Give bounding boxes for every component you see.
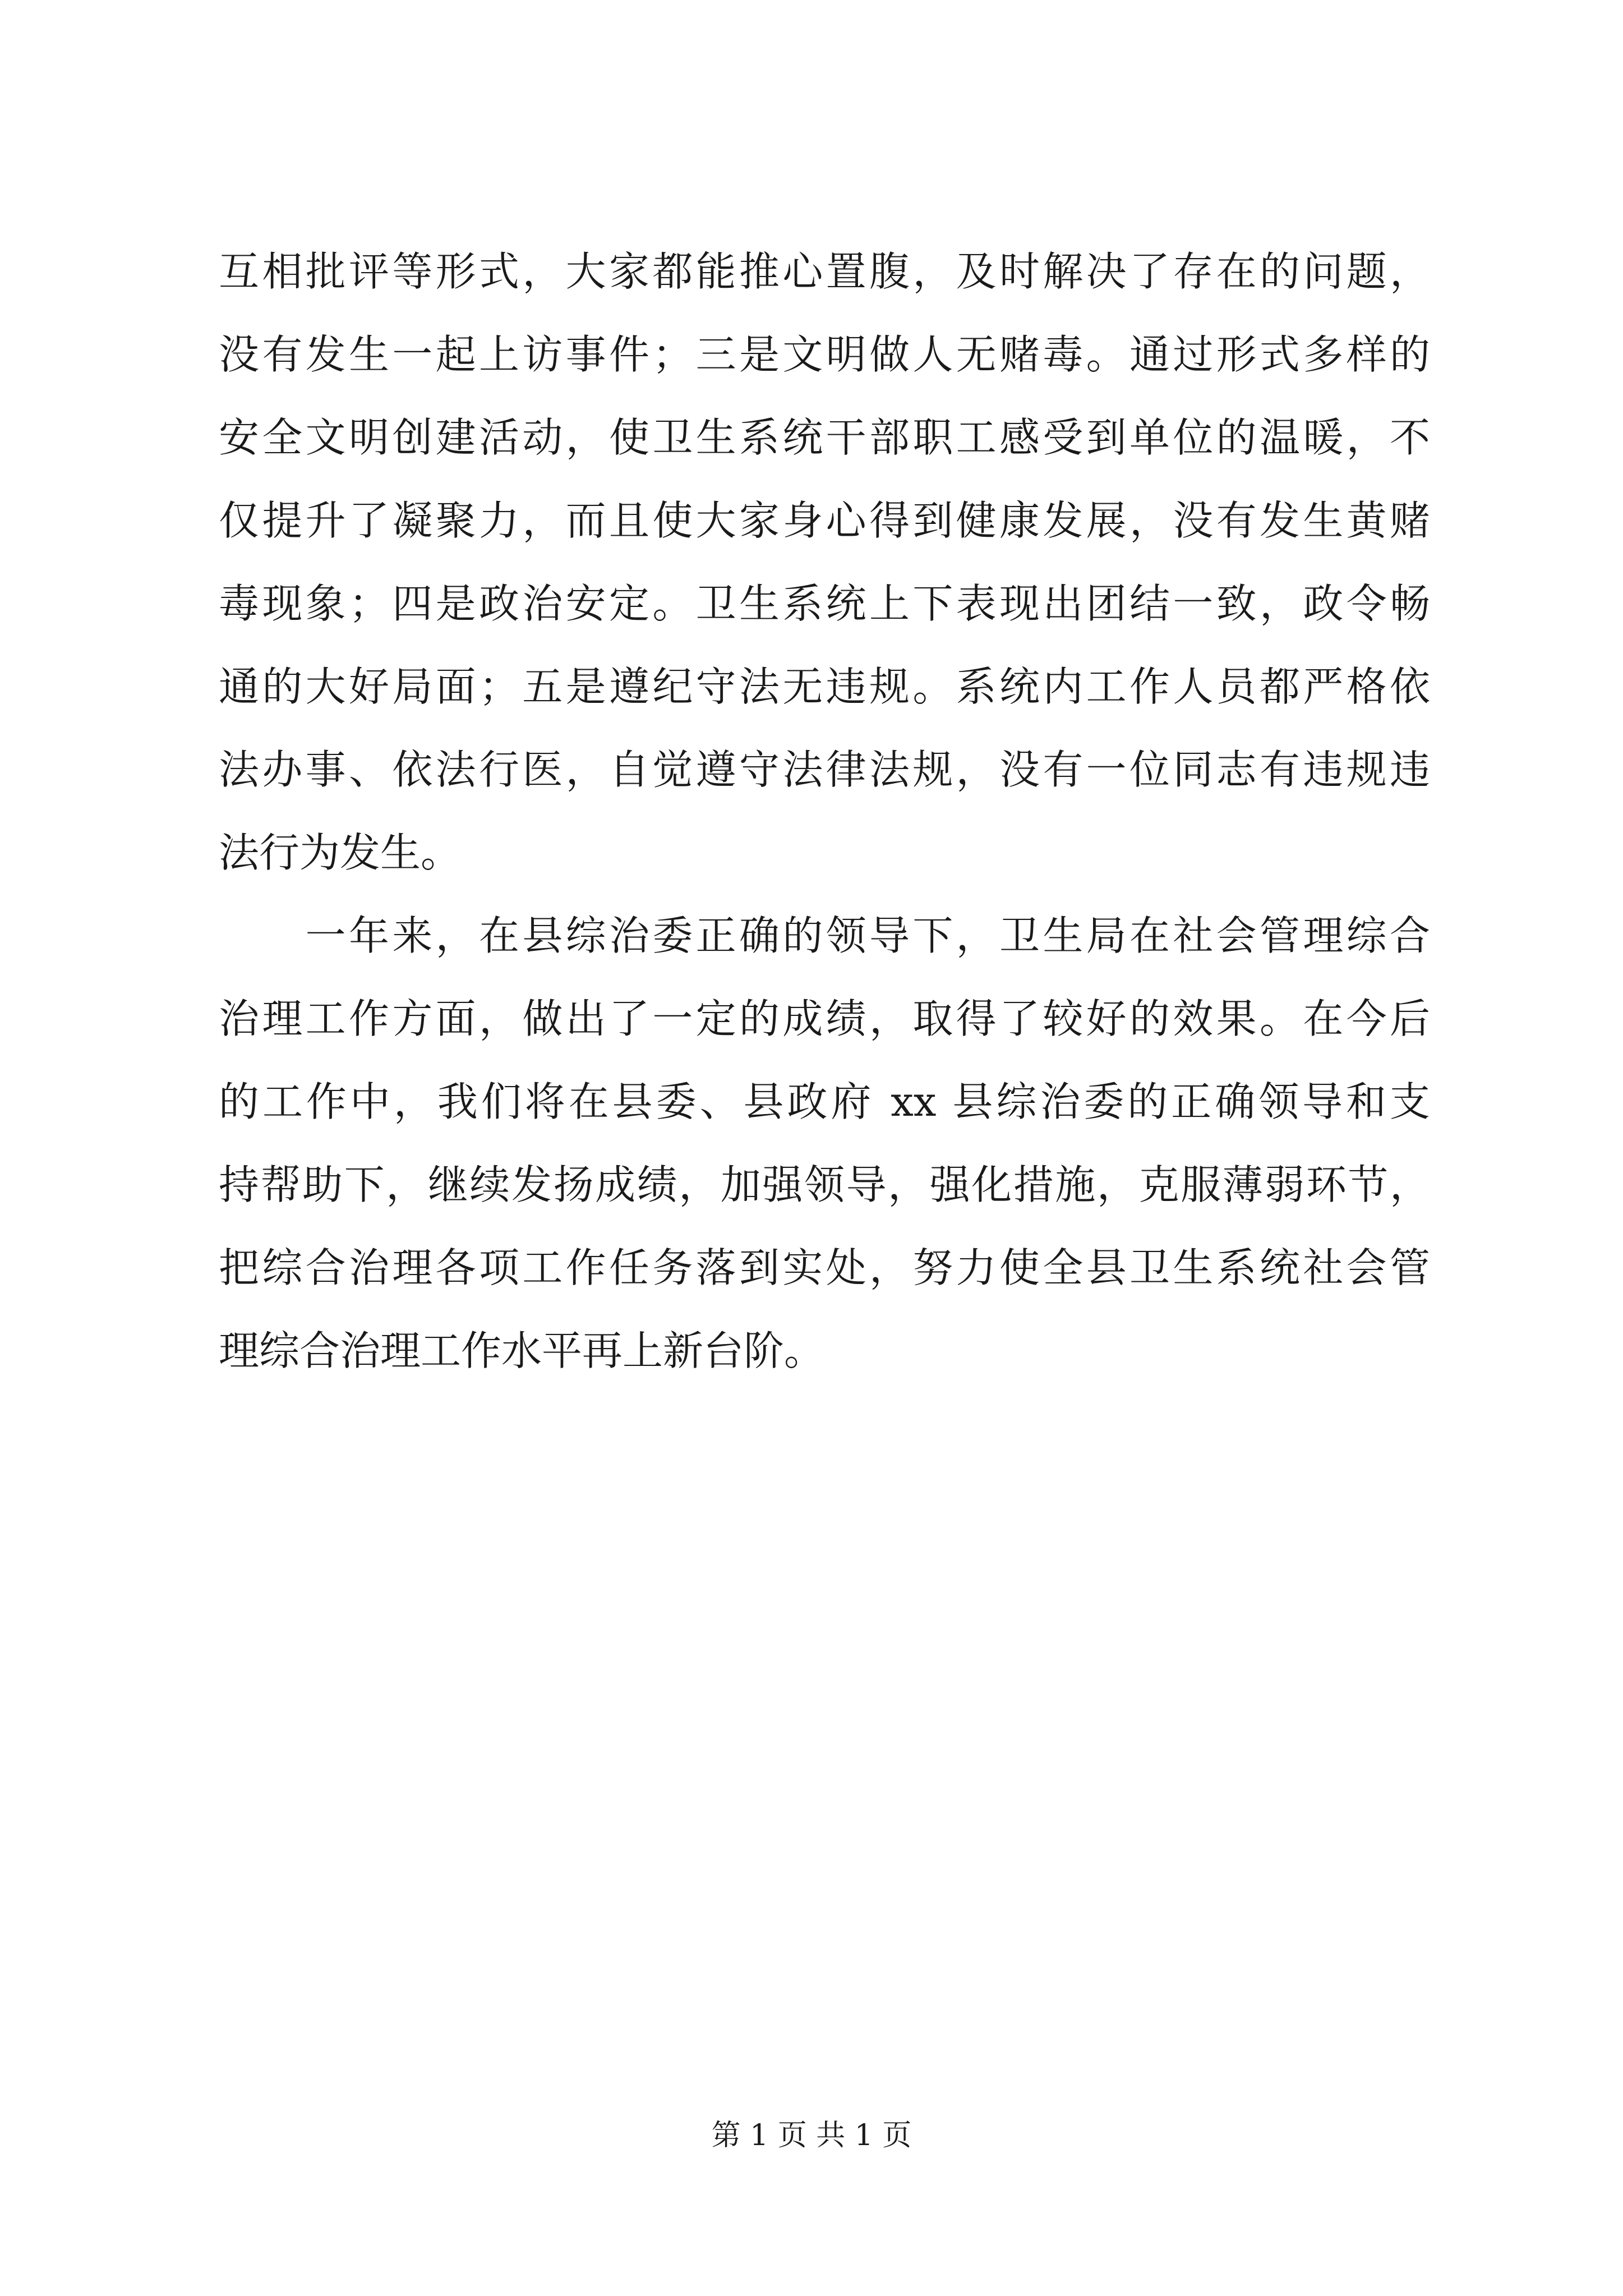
text-line: 的工作中，我们将在县委、县政府 xx 县综治委的正确领导和支 <box>219 1078 1430 1125</box>
text-line: 把综合治理各项工作任务落到实处，努力使全县卫生系统社会管 <box>219 1244 1430 1291</box>
paragraph-1 <box>219 230 1430 894</box>
text-line: 一年来，在县综治委正确的领导下，卫生局在社会管理综合 <box>219 912 1430 959</box>
text-line: 通的大好局面；五是遵纪守法无违规。系统内工作人员都严格依 <box>219 663 1430 710</box>
paragraph-2 <box>219 894 1430 1392</box>
text-line: 治理工作方面，做出了一定的成绩，取得了较好的效果。在今后 <box>219 995 1430 1042</box>
text-line: 理综合治理工作水平再上新台阶。 <box>219 1327 825 1374</box>
text-line: 仅提升了凝聚力，而且使大家身心得到健康发展，没有发生黄赌 <box>219 497 1430 544</box>
text-line: 没有发生一起上访事件；三是文明做人无赌毒。通过形式多样的 <box>219 331 1430 378</box>
text-line: 安全文明创建活动，使卫生系统干部职工感受到单位的温暖，不 <box>219 414 1430 461</box>
page-number-footer: 第 1 页 共 1 页 <box>711 2119 912 2152</box>
text-line: 毒现象；四是政治安定。卫生系统上下表现出团结一致，政令畅 <box>219 580 1430 627</box>
text-line: 法行为发生。 <box>219 829 462 876</box>
text-line: 互相批评等形式，大家都能推心置腹，及时解决了存在的问题， <box>219 248 1430 295</box>
body-text <box>219 230 1430 1392</box>
text-line: 法办事、依法行医，自觉遵守法律法规，没有一位同志有违规违 <box>219 746 1430 793</box>
text-line: 持帮助下，继续发扬成绩，加强领导，强化措施，克服薄弱环节， <box>219 1161 1430 1208</box>
